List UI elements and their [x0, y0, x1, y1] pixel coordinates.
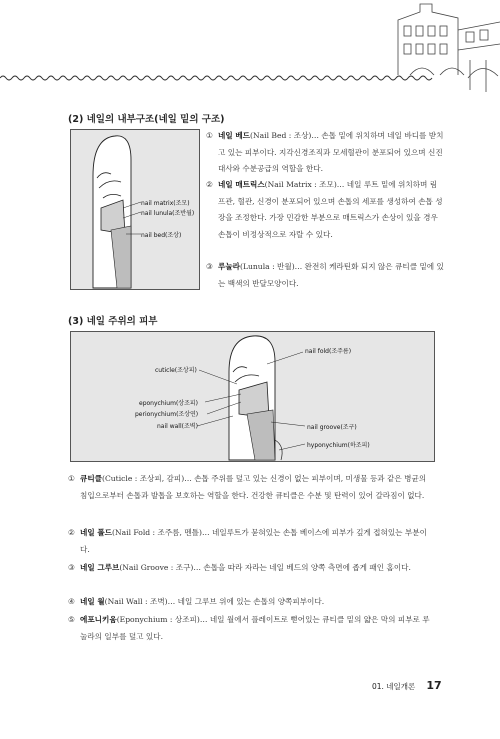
label-eponychium: eponychium(상조피)	[139, 400, 199, 407]
section2-item: ① 네일 베드(Nail Bed : 조상)… 손톱 밑에 위치하며 네일 바디를 받치고 있는 피부이다. 지각신경조직과 모세혈관이 분포되어 있으며 신진대사와 수분공급의 역할을 한다.	[206, 131, 444, 173]
label-nail-lunula: nail lunula(조반월)	[141, 210, 195, 217]
section2-item: ② 네일 매트릭스(Nail Matrix : 조모)… 네일 루트 밑에 위치하며 림프관, 혈관, 신경이 분포되어 있으며 손톱의 세포를 생성하여 손톱 성장을 조정한다. 가장 민감한 부분으로 매트릭스가 손상이 있을 경우 손톱이 비정상적으로 자랄 수 있다.	[206, 180, 443, 239]
label-nail-bed: nail bed(조상)	[141, 232, 182, 239]
label-nail-matrix: nail matrix(조모)	[141, 200, 190, 207]
label-hyponychium: hyponychium(하조피)	[307, 442, 370, 449]
chapter-label: 01. 네일개론	[372, 682, 416, 691]
figure-nail-surrounding-skin	[70, 331, 435, 462]
building-sketch-icon	[398, 4, 500, 92]
finger-surrounding-skin-illustration	[71, 332, 434, 461]
label-cuticle: cuticle(조상피)	[155, 367, 197, 374]
section3-title: (3) 네일 주위의 피부	[68, 316, 158, 327]
label-nail-wall: nail wall(조벽)	[157, 423, 198, 430]
label-nail-fold: nail fold(조주름)	[305, 348, 352, 355]
section3-item: ⑤ 에포니키움(Eponychium : 상조피)… 네일 월에서 플레이트로 뻗어있는 큐티클 밑의 얇은 막의 피부로 루눌라의 일부를 덮고 있다.	[68, 615, 430, 641]
section2-title: (2) 네일의 내부구조(네일 밑의 구조)	[68, 114, 225, 125]
figure-nail-internal	[70, 129, 200, 290]
section3-item: ④ 네일 월(Nail Wall : 조벽)… 네일 그루브 위에 있는 손톱의 양쪽피부이다.	[68, 597, 325, 606]
page-number: 17	[426, 679, 442, 692]
section3-item: ① 큐티클(Cuticle : 조상피, 감피)… 손톱 주위를 덮고 있는 신경이 없는 피부이며, 미생물 등과 같은 병균의 침입으로부터 손톱과 발톱을 보호하는 역할을 한다. 건강한 큐티클은 수분 및 탄력이 있어 갈라짐이 없다.	[68, 474, 427, 500]
section3-item: ③ 네일 그루브(Nail Groove : 조구)… 손톱을 따라 자라는 네일 베드의 양쪽 측면에 좁게 패인 홈이다.	[68, 563, 411, 572]
label-nail-groove: nail groove(조구)	[307, 424, 357, 431]
label-perionychium: perionychium(조상연)	[135, 411, 199, 418]
page-footer	[372, 674, 442, 693]
section2-item: ③ 루눌라(Lunula : 반월)… 완전히 케라틴화 되지 않은 큐티클 밑에 있는 백색의 반달모양이다.	[206, 262, 444, 288]
section3-item: ② 네일 폴드(Nail Fold : 조주름, 멘틀)… 네일루트가 묻혀있는 손톱 베이스에 피부가 깊게 접혀있는 부분이다.	[68, 528, 427, 554]
header-decoration	[0, 0, 500, 95]
